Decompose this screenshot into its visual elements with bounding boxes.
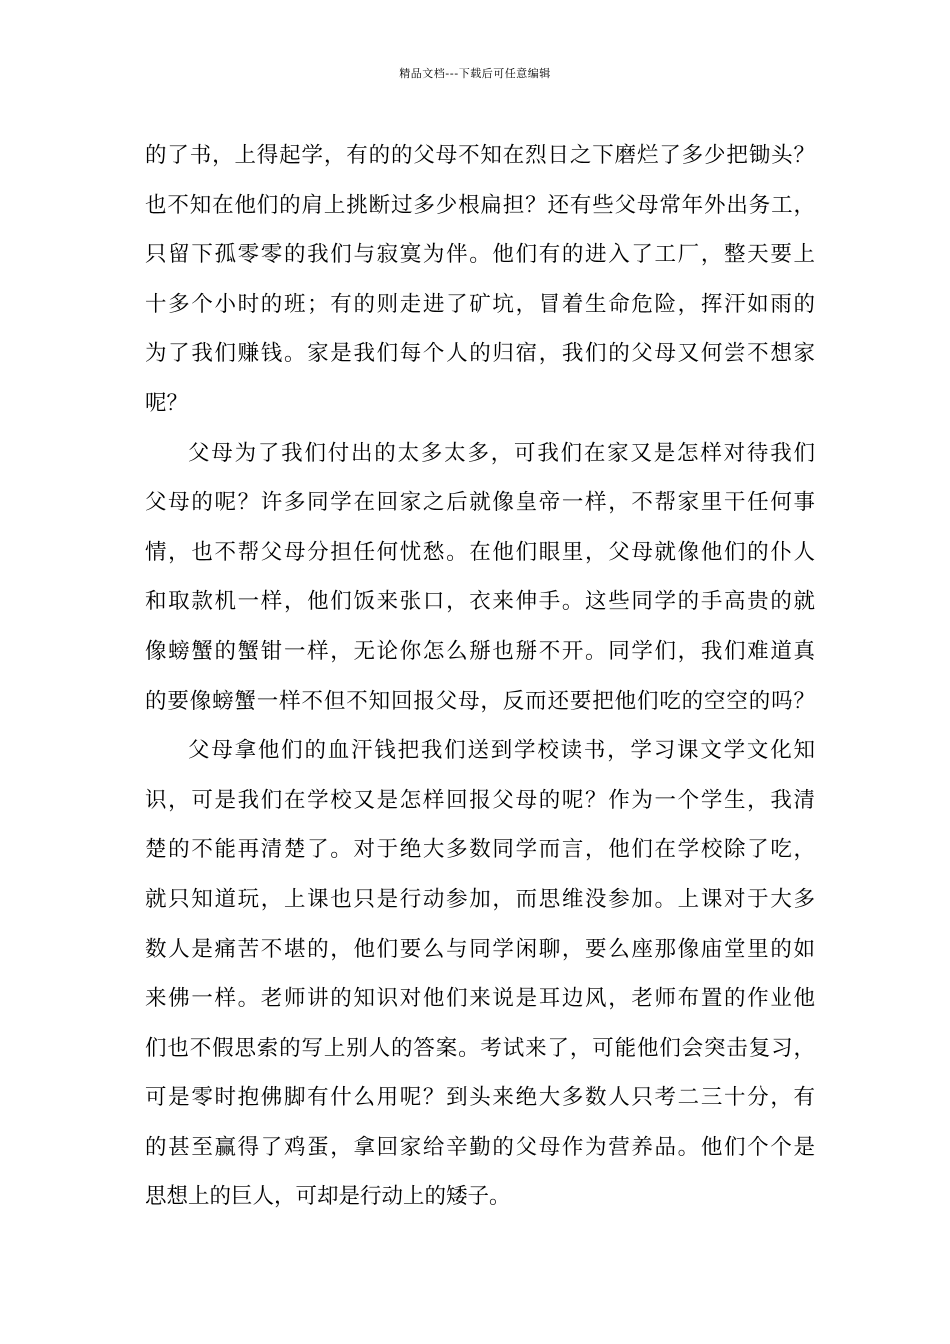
paragraph-first-line: 父母为了我们付出的太多太多，可我们在家又是怎样对待我们 xyxy=(188,440,815,466)
text-line: 为了我们赚钱。家是我们每个人的归宿，我们的父母又何尝不想家 xyxy=(145,341,815,367)
text-line: 父母的呢？许多同学在回家之后就像皇帝一样，不帮家里干任何事 xyxy=(145,490,815,516)
text-line: 的了书，上得起学，有的的父母不知在烈日之下磨烂了多少把锄头？ xyxy=(145,143,815,168)
text-line: 的甚至赢得了鸡蛋，拿回家给辛勤的父母作为营养品。他们个个是 xyxy=(145,1134,815,1160)
text-line: 情，也不帮父母分担任何忧愁。在他们眼里，父母就像他们的仆人 xyxy=(145,539,815,565)
text-line: 们也不假思索的写上别人的答案。考试来了，可能他们会突击复习， xyxy=(145,1035,815,1061)
body-text xyxy=(145,131,815,1222)
text-line: 呢？ xyxy=(145,390,189,416)
text-line: 和取款机一样，他们饭来张口，衣来伸手。这些同学的手高贵的就 xyxy=(145,589,815,615)
page-header: 精品文档---下载后可任意编辑 xyxy=(399,67,551,80)
text-line: 来佛一样。老师讲的知识对他们来说是耳边风，老师布置的作业他 xyxy=(145,986,815,1012)
text-line: 就只知道玩，上课也只是行动参加，而思维没参加。上课对于大多 xyxy=(145,886,815,912)
text-line: 像螃蟹的蟹钳一样，无论你怎么掰也掰不开。同学们，我们难道真 xyxy=(145,638,815,664)
text-line: 识，可是我们在学校又是怎样回报父母的呢？作为一个学生，我清 xyxy=(145,787,815,813)
text-line: 十多个小时的班；有的则走进了矿坑，冒着生命危险，挥汗如雨的 xyxy=(145,291,815,317)
text-line: 只留下孤零零的我们与寂寞为伴。他们有的进入了工厂，整天要上 xyxy=(145,242,815,268)
text-line: 思想上的巨人，可却是行动上的矮子。 xyxy=(145,1184,511,1210)
text-line: 楚的不能再清楚了。对于绝大多数同学而言，他们在学校除了吃， xyxy=(145,837,815,863)
text-line: 数人是痛苦不堪的，他们要么与同学闲聊，要么座那像庙堂里的如 xyxy=(145,936,815,962)
text-line: 的要像螃蟹一样不但不知回报父母，反而还要把他们吃的空空的吗？ xyxy=(145,688,815,714)
text-line: 也不知在他们的肩上挑断过多少根扁担？还有些父母常年外出务工， xyxy=(145,192,815,218)
text-line: 可是零时抱佛脚有什么用呢？到头来绝大多数人只考二三十分，有 xyxy=(145,1085,815,1111)
paragraph-first-line: 父母拿他们的血汗钱把我们送到学校读书，学习课文学文化知 xyxy=(188,738,815,764)
